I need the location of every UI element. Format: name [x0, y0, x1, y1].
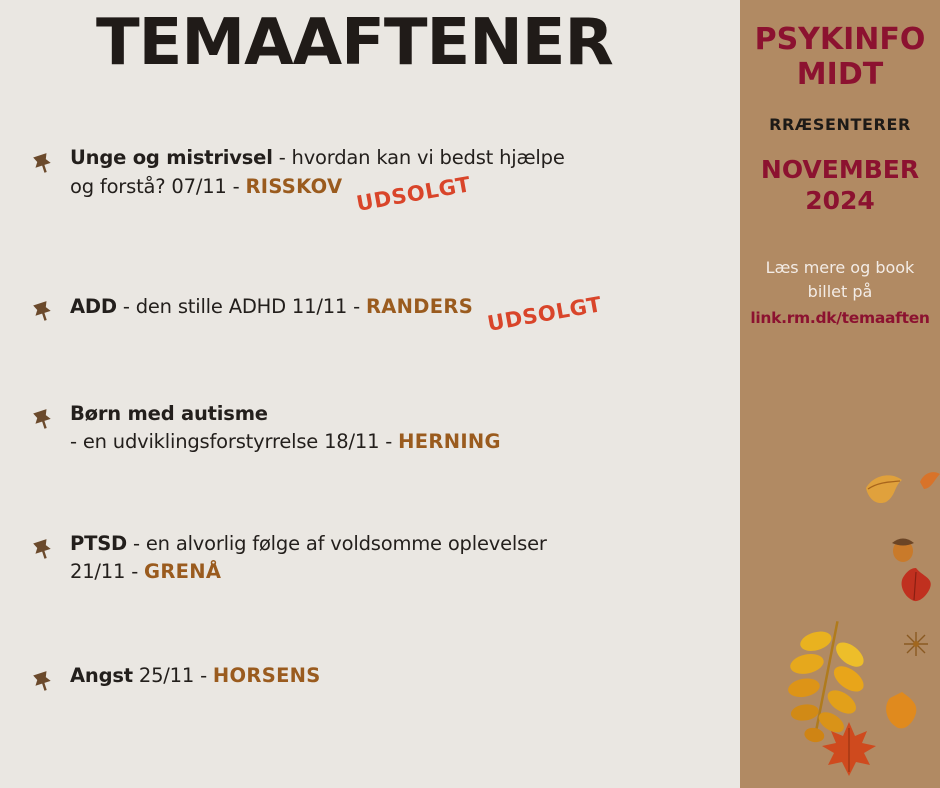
event-text [70, 144, 726, 216]
booking-line-2: billet på [807, 282, 873, 302]
booking-info [740, 256, 940, 330]
event-title: Unge og mistrivsel [70, 146, 273, 169]
list-item[interactable] [0, 400, 740, 470]
brand-logo [740, 0, 940, 93]
event-desc: - hvordan kan vi bedst hjælpe [272, 146, 565, 169]
leaf-icon [882, 690, 922, 739]
event-text [70, 530, 726, 585]
event-title: ADD [70, 295, 117, 318]
leaf-icon [918, 468, 940, 497]
sidebar [740, 0, 940, 788]
list-item[interactable] [0, 530, 740, 600]
event-desc: - en alvorlig følge af voldsomme oplevelser [127, 532, 547, 555]
maple-leaf-icon [820, 720, 878, 783]
event-desc: 25/11 - [132, 664, 213, 687]
booking-link[interactable]: link.rm.dk/temaaften [750, 309, 930, 328]
pushpin-icon [28, 666, 56, 694]
pushpin-icon [28, 296, 56, 324]
event-desc-2 [70, 171, 726, 216]
event-desc-2 [70, 558, 726, 586]
event-city: GRENÅ [144, 559, 222, 583]
month-label: NOVEMBER [760, 154, 920, 184]
brand-line-2: MIDT [796, 57, 884, 93]
list-item[interactable] [0, 292, 740, 362]
pushpin-icon [28, 404, 56, 432]
event-city: HORSENS [212, 664, 321, 687]
event-desc-2 [70, 428, 726, 456]
event-city: RISSKOV [245, 174, 343, 198]
event-city: RANDERS [365, 295, 474, 318]
presents-label: RRÆSENTERER [769, 114, 911, 134]
month-year [740, 154, 940, 217]
flower-icon [902, 630, 930, 663]
leaf-icon [862, 470, 906, 513]
event-city: HERNING [398, 429, 501, 453]
event-title: PTSD [70, 532, 128, 555]
status-badge: UDSOLGT [355, 171, 474, 216]
year-label: 2024 [805, 186, 875, 216]
event-text [70, 662, 726, 690]
event-text [70, 400, 726, 455]
event-desc: - den stille ADHD 11/11 - [116, 295, 366, 318]
event-title: Angst [70, 664, 133, 687]
list-item[interactable] [0, 144, 740, 214]
event-title: Børn med autisme [70, 402, 268, 425]
list-item[interactable] [0, 662, 740, 732]
event-desc2-text: og forstå? 07/11 - [70, 174, 246, 198]
booking-line-1: Læs mere og book [765, 258, 915, 278]
leaf-icon [896, 566, 936, 611]
event-desc2-text: 21/11 - [70, 559, 145, 583]
acorn-icon [888, 530, 918, 569]
status-badge: UDSOLGT [485, 292, 604, 336]
event-text [70, 292, 726, 336]
event-desc2-text: - en udviklingsforstyrrelse 18/11 - [70, 429, 399, 453]
pushpin-icon [28, 148, 56, 176]
page-title: TEMAAFTENER [96, 6, 613, 80]
brand-line-1: PSYKINFO [754, 22, 926, 57]
pushpin-icon [28, 534, 56, 562]
